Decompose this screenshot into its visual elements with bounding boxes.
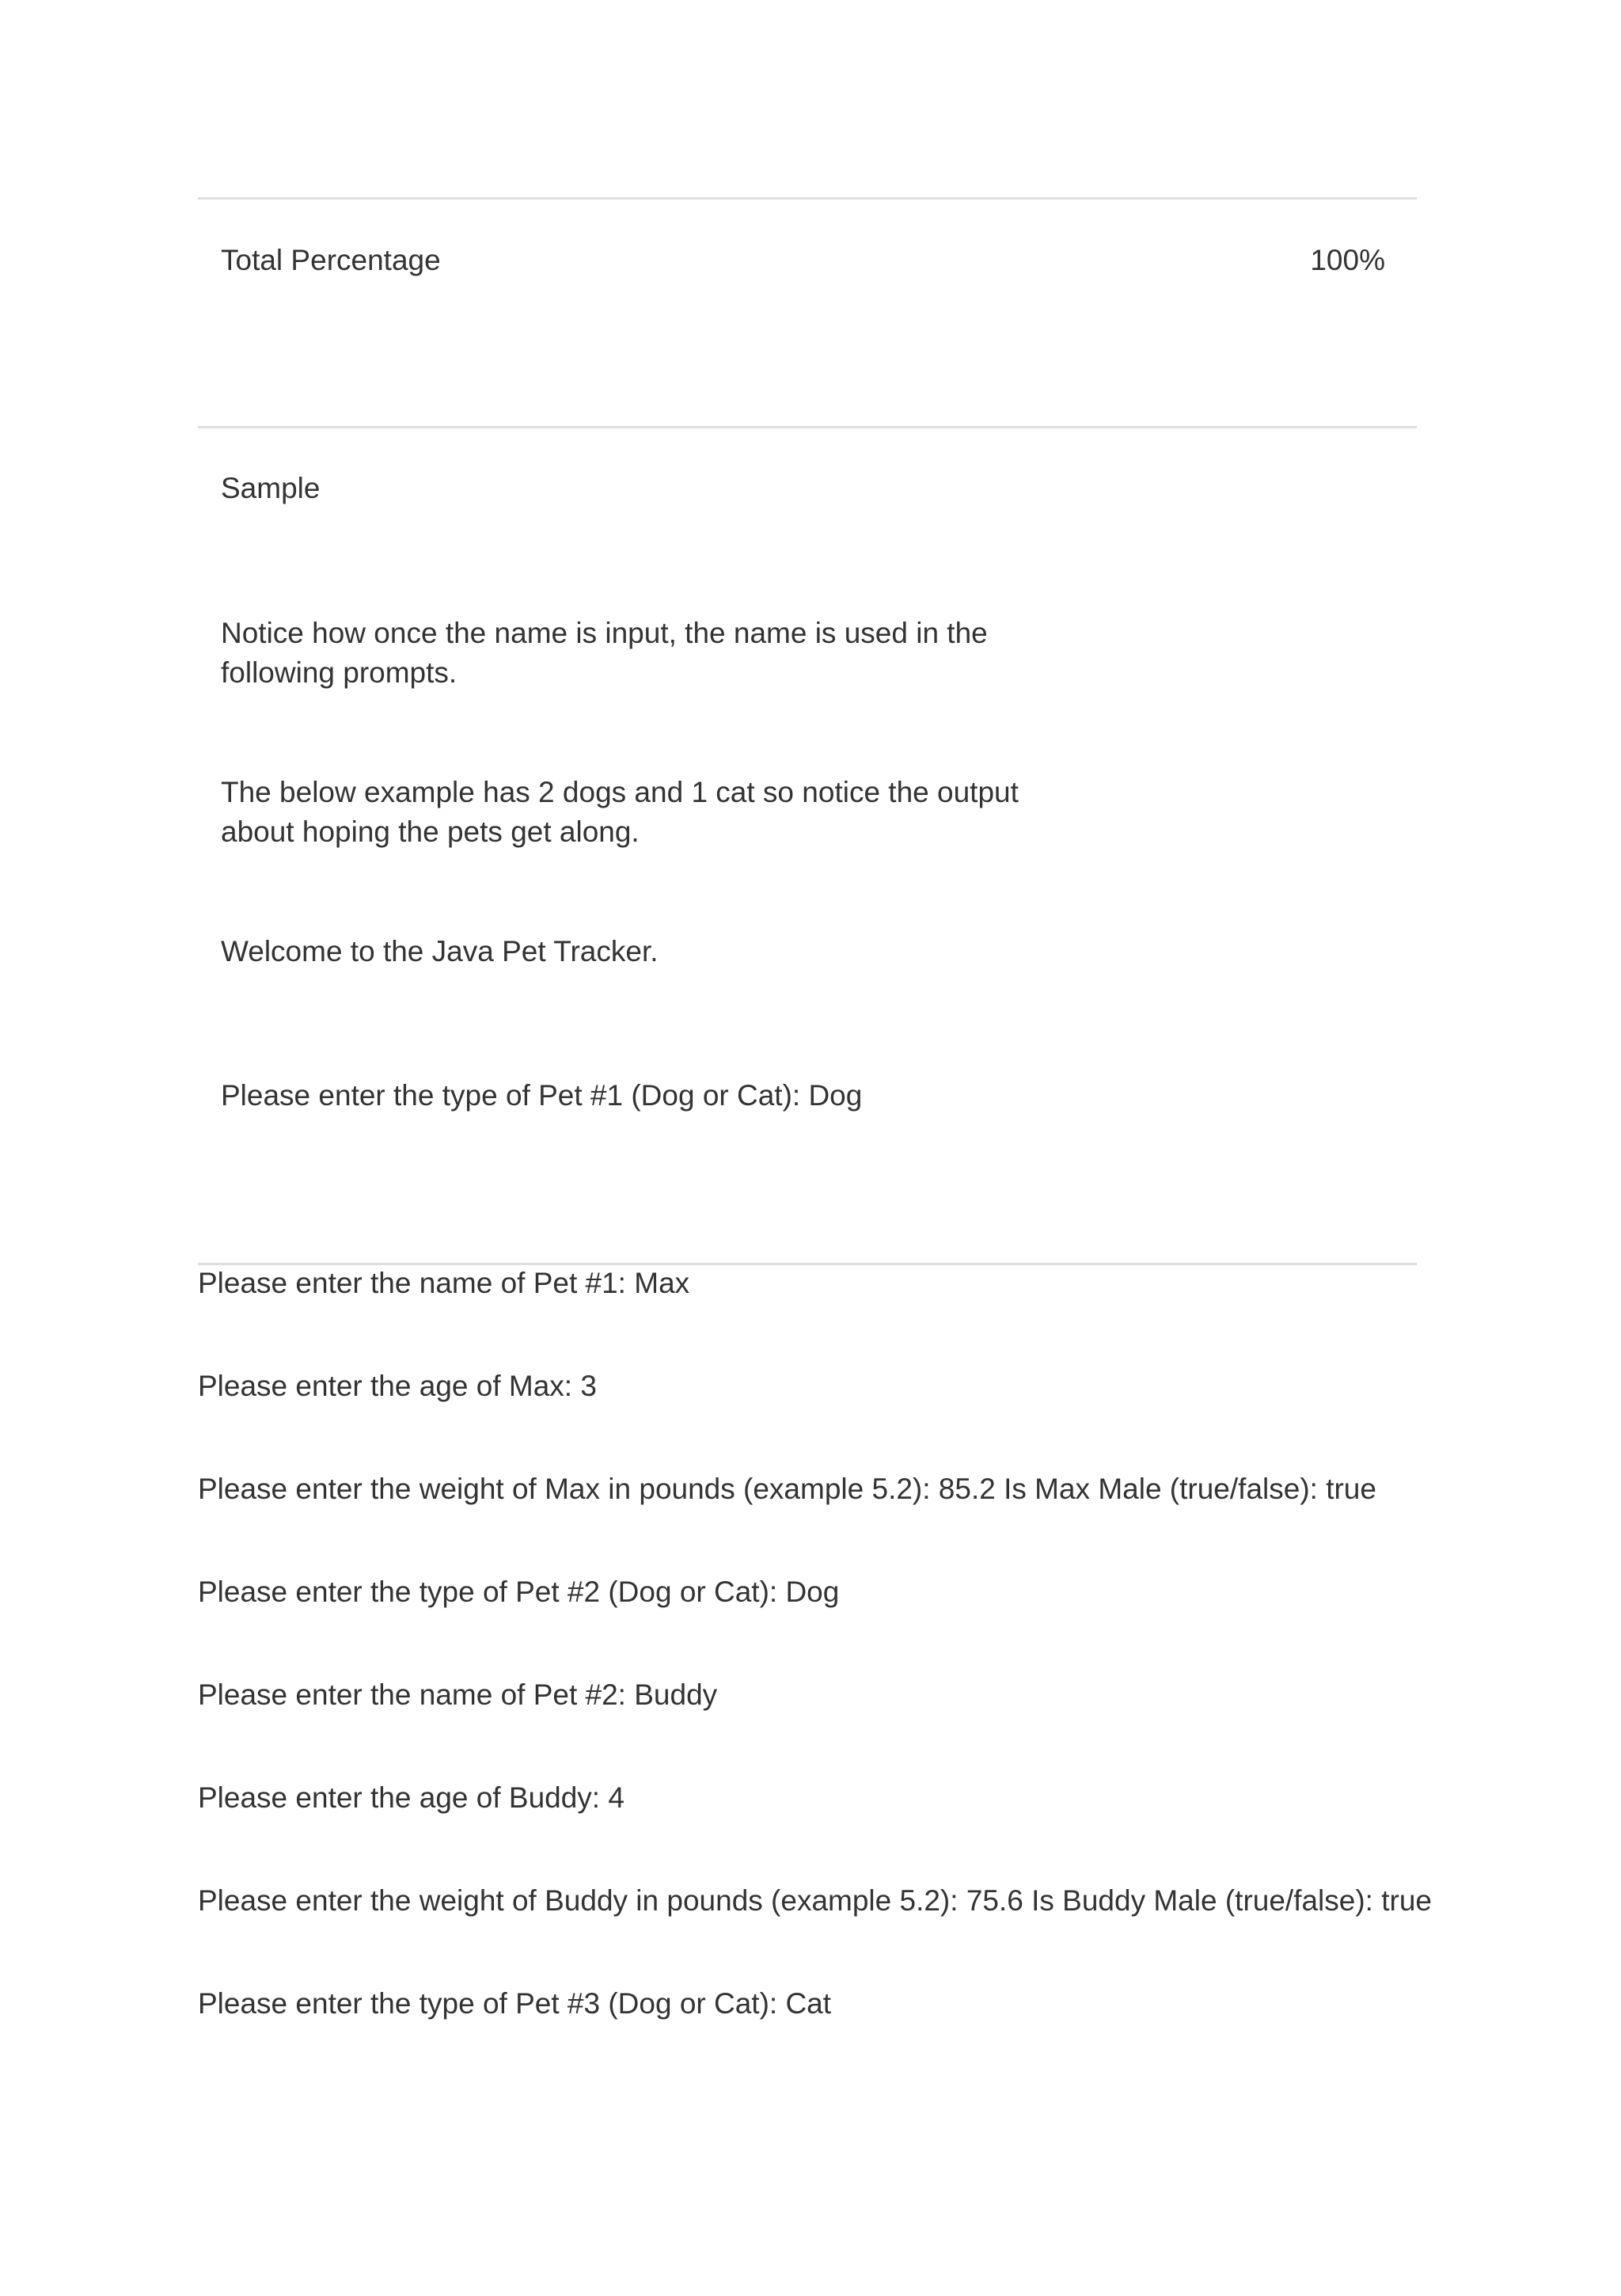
welcome-message: Welcome to the Java Pet Tracker. bbox=[221, 935, 659, 967]
table-top-divider bbox=[198, 197, 1417, 200]
sample-note-1-line-2: following prompts. bbox=[221, 656, 457, 689]
console-line: Please enter the age of Max: 3 bbox=[198, 1370, 597, 1402]
sample-row-divider bbox=[198, 426, 1417, 428]
console-line: Please enter the type of Pet #3 (Dog or Cat): Cat bbox=[198, 1987, 832, 2020]
console-line: Please enter the weight of Max in pounds (example 5.2): 85.2 Is Max Male (true/false): true bbox=[198, 1473, 1376, 1505]
console-line: Please enter the type of Pet #2 (Dog or Cat): Dog bbox=[198, 1576, 840, 1608]
console-line: Please enter the name of Pet #2: Buddy bbox=[198, 1678, 718, 1711]
sample-note-2-line-1: The below example has 2 dogs and 1 cat so notice the output bbox=[221, 776, 1019, 808]
sample-heading: Sample bbox=[221, 472, 321, 504]
total-percentage-value: 100% bbox=[1310, 244, 1385, 276]
sample-note-1-line-1: Notice how once the name is input, the name is used in the bbox=[221, 617, 988, 649]
console-line: Please enter the weight of Buddy in pounds (example 5.2): 75.6 Is Buddy Male (true/false): true bbox=[198, 1884, 1432, 1917]
console-line: Please enter the name of Pet #1: Max bbox=[198, 1267, 690, 1299]
pet-1-type-prompt: Please enter the type of Pet #1 (Dog or Cat): Dog bbox=[221, 1079, 863, 1112]
console-line: Please enter the age of Buddy: 4 bbox=[198, 1781, 624, 1814]
sample-note-2-line-2: about hoping the pets get along. bbox=[221, 815, 640, 848]
total-percentage-label: Total Percentage bbox=[221, 244, 441, 276]
